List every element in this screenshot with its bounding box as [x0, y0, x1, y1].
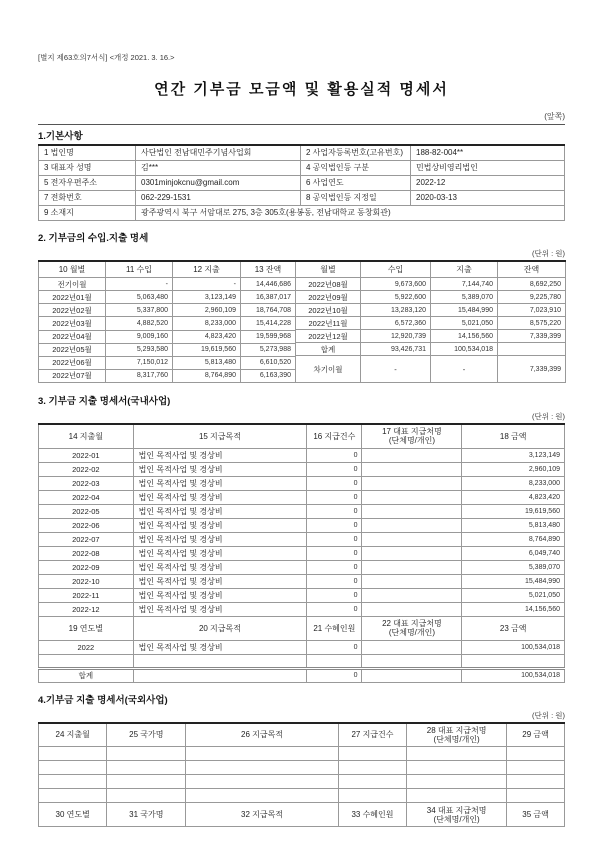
- table-row: [39, 343, 296, 356]
- section1-heading: 1.기본사항: [38, 131, 83, 142]
- table-row: [39, 574, 565, 588]
- month-cell: 2022년08월: [296, 278, 361, 291]
- purpose-cell: [133, 654, 307, 668]
- field-value: 사단법인 전남대민주기념사업회: [136, 145, 301, 160]
- col-header-income: 수입: [361, 261, 431, 278]
- expense-cell: 5,389,070: [431, 291, 498, 304]
- section4-unit-label: (단위 : 원): [532, 710, 565, 720]
- field-value: 민법상비영리법인: [411, 160, 565, 175]
- payee-cell: [362, 546, 462, 560]
- table-row: [39, 668, 565, 682]
- field-label: 3 대표자 성명: [39, 160, 136, 175]
- expense-cell: 7,144,740: [431, 278, 498, 291]
- income-cell: 5,293,580: [106, 343, 173, 356]
- month-cell: 2022-07: [39, 532, 134, 546]
- count-cell: 0: [307, 476, 362, 490]
- month-cell: 2022-06: [39, 518, 134, 532]
- col-header-country: 31 국가명: [107, 803, 186, 827]
- table-row: [39, 747, 565, 761]
- income-cell: 5,337,800: [106, 304, 173, 317]
- purpose-cell: [186, 747, 339, 761]
- purpose-cell: 법인 목적사업 및 경상비: [133, 476, 307, 490]
- payee-cell: [362, 560, 462, 574]
- table-row: [39, 532, 565, 546]
- payee-cell: [407, 747, 507, 761]
- income-expense-tables: [38, 260, 565, 384]
- month-cell: 2022-03: [39, 476, 134, 490]
- income-cell: 7,150,012: [106, 356, 173, 369]
- count-cell: 0: [307, 668, 362, 682]
- payee-cell: [407, 761, 507, 775]
- table-row: [39, 448, 565, 462]
- col-header-expense: 12 지출: [173, 261, 241, 278]
- payee-cell: [362, 532, 462, 546]
- table-row: [296, 304, 566, 317]
- payee-cell: [362, 462, 462, 476]
- month-cell: 2022년11월: [296, 317, 361, 330]
- expense-cell: 5,021,050: [431, 317, 498, 330]
- payee-cell: [362, 518, 462, 532]
- amount-cell: 19,619,560: [462, 504, 565, 518]
- col-header-amount: 23 금액: [462, 616, 565, 640]
- col-header-balance: 잔액: [498, 261, 566, 278]
- month-cell: 2022-04: [39, 490, 134, 504]
- payee-cell: [362, 588, 462, 602]
- amount-cell: 6,049,740: [462, 546, 565, 560]
- table-row: [39, 175, 565, 190]
- table-row: [39, 462, 565, 476]
- purpose-cell: 법인 목적사업 및 경상비: [133, 588, 307, 602]
- balance-cell: 6,163,390: [241, 369, 296, 382]
- month-cell: 2022년12월: [296, 330, 361, 343]
- purpose-cell: 법인 목적사업 및 경상비: [133, 448, 307, 462]
- col-header-purpose: 26 지급목적: [186, 723, 339, 747]
- carryover-income: -: [361, 356, 431, 383]
- purpose-cell: 법인 목적사업 및 경상비: [133, 462, 307, 476]
- carryover-label: 차기이월: [296, 356, 361, 383]
- payee-cell: [407, 789, 507, 803]
- amount-cell: 100,534,018: [462, 640, 565, 654]
- total-income: 93,426,731: [361, 343, 431, 356]
- income-cell: 12,920,739: [361, 330, 431, 343]
- amount-cell: 8,233,000: [462, 476, 565, 490]
- field-value: 0301minjokcnu@gmail.com: [136, 175, 301, 190]
- year-cell: 합계: [39, 668, 134, 682]
- form-code: [별지 제63호의7서식] <개정 2021. 3. 16.>: [38, 53, 175, 62]
- table-row: [39, 145, 565, 160]
- col-header-month: 월별: [296, 261, 361, 278]
- col-header-payee: 17 대표 지급처명 (단체명/개인): [362, 424, 462, 448]
- table-row: [39, 330, 296, 343]
- income-cell: 9,673,600: [361, 278, 431, 291]
- payee-cell: [407, 775, 507, 789]
- amount-cell: [507, 789, 565, 803]
- purpose-cell: 법인 목적사업 및 경상비: [133, 602, 307, 616]
- purpose-cell: 법인 목적사업 및 경상비: [133, 532, 307, 546]
- month-cell: 2022년07월: [39, 369, 106, 382]
- table-row: [39, 160, 565, 175]
- col-header-count: 27 지급건수: [338, 723, 406, 747]
- count-cell: 0: [307, 490, 362, 504]
- header-row: [39, 424, 565, 448]
- balance-cell: 5,273,988: [241, 343, 296, 356]
- table-row: [39, 761, 565, 775]
- col-header-payee: 34 대표 지급처명 (단체명/개인): [407, 803, 507, 827]
- table-row: [296, 291, 566, 304]
- payee-cell: [362, 574, 462, 588]
- payee-cell: [362, 490, 462, 504]
- col-header-purpose: 15 지급목적: [133, 424, 307, 448]
- month-cell: 2022년03월: [39, 317, 106, 330]
- country-cell: [107, 747, 186, 761]
- section2-heading: 2. 기부금의 수입.지출 명세: [38, 232, 149, 244]
- balance-cell: 14,446,686: [241, 278, 296, 291]
- total-balance: [498, 343, 566, 356]
- month-cell: [39, 761, 107, 775]
- table-row: [39, 504, 565, 518]
- income-cell: 5,063,480: [106, 291, 173, 304]
- expense-cell: 15,484,990: [431, 304, 498, 317]
- col-header-payee: 22 대표 지급처명 (단체명/개인): [362, 616, 462, 640]
- field-label: 8 공익법인등 지정일: [301, 190, 411, 205]
- total-label: 합계: [296, 343, 361, 356]
- table-row: [296, 278, 566, 291]
- amount-cell: 5,021,050: [462, 588, 565, 602]
- header-row: [39, 616, 565, 640]
- count-cell: 0: [307, 532, 362, 546]
- count-cell: [338, 775, 406, 789]
- count-cell: [307, 654, 362, 668]
- payee-cell: [362, 668, 462, 682]
- carryover-expense: -: [431, 356, 498, 383]
- amount-cell: 3,123,149: [462, 448, 565, 462]
- field-value: 188-82-004**: [411, 145, 565, 160]
- table-row: [39, 789, 565, 803]
- purpose-cell: 법인 목적사업 및 경상비: [133, 574, 307, 588]
- expense-cell: -: [173, 278, 241, 291]
- count-cell: 0: [307, 560, 362, 574]
- domestic-expense-table: [38, 423, 565, 683]
- amount-cell: 8,764,890: [462, 532, 565, 546]
- count-cell: [338, 761, 406, 775]
- col-header-expense: 지출: [431, 261, 498, 278]
- month-cell: [39, 747, 107, 761]
- amount-cell: 2,960,109: [462, 462, 565, 476]
- col-header-amount: 35 금액: [507, 803, 565, 827]
- amount-cell: 5,389,070: [462, 560, 565, 574]
- col-header-year: 30 연도별: [39, 803, 107, 827]
- purpose-cell: [186, 789, 339, 803]
- purpose-cell: 법인 목적사업 및 경상비: [133, 490, 307, 504]
- section2-unit-label: (단위 : 원): [532, 248, 565, 258]
- table-row: [39, 490, 565, 504]
- header-row: [39, 723, 565, 747]
- table-row: [296, 330, 566, 343]
- table-row: [39, 190, 565, 205]
- purpose-cell: [186, 761, 339, 775]
- balance-cell: 8,692,250: [498, 278, 566, 291]
- month-cell: 2022년05월: [39, 343, 106, 356]
- table-row: [39, 560, 565, 574]
- col-header-amount: 18 금액: [462, 424, 565, 448]
- table-row: [39, 369, 296, 382]
- country-cell: [107, 775, 186, 789]
- payee-cell: [362, 654, 462, 668]
- month-cell: 2022년10월: [296, 304, 361, 317]
- balance-cell: 9,225,780: [498, 291, 566, 304]
- month-cell: 2022년02월: [39, 304, 106, 317]
- col-header-amount: 29 금액: [507, 723, 565, 747]
- col-header-month: 10 월별: [39, 261, 106, 278]
- purpose-cell: [133, 668, 307, 682]
- table-row: [39, 476, 565, 490]
- month-cell: 전기이월: [39, 278, 106, 291]
- month-cell: 2022년06월: [39, 356, 106, 369]
- col-header-purpose: 32 지급목적: [186, 803, 339, 827]
- count-cell: 0: [307, 546, 362, 560]
- basic-info-table: [38, 144, 565, 221]
- table-row: [39, 546, 565, 560]
- col-header-country: 25 국가명: [107, 723, 186, 747]
- amount-cell: [507, 775, 565, 789]
- field-value: 062-229-1531: [136, 190, 301, 205]
- payee-cell: [362, 476, 462, 490]
- count-cell: 0: [307, 462, 362, 476]
- income-cell: 9,009,160: [106, 330, 173, 343]
- table-row: [39, 588, 565, 602]
- col-header-expense-month: 24 지출월: [39, 723, 107, 747]
- year-cell: 2022: [39, 640, 134, 654]
- count-cell: 0: [307, 640, 362, 654]
- expense-cell: 4,823,420: [173, 330, 241, 343]
- section3-unit-label: (단위 : 원): [532, 412, 565, 421]
- table-row: [39, 317, 296, 330]
- year-cell: [39, 654, 134, 668]
- total-expense: 100,534,018: [431, 343, 498, 356]
- front-side-label: (앞쪽): [544, 112, 565, 121]
- amount-cell: 14,156,560: [462, 602, 565, 616]
- month-cell: 2022-01: [39, 448, 134, 462]
- field-label: 4 공익법인등 구분: [301, 160, 411, 175]
- amount-cell: [462, 654, 565, 668]
- month-cell: 2022-08: [39, 546, 134, 560]
- header-row: [296, 261, 566, 278]
- field-label: 1 법인명: [39, 145, 136, 160]
- col-header-year: 19 연도별: [39, 616, 134, 640]
- payee-cell: [362, 504, 462, 518]
- table-row: [39, 205, 565, 220]
- payee-cell: [362, 602, 462, 616]
- field-label: 2 사업자등록번호(고유번호): [301, 145, 411, 160]
- balance-cell: 18,764,708: [241, 304, 296, 317]
- expense-cell: 2,960,109: [173, 304, 241, 317]
- table-row: [296, 317, 566, 330]
- section3-heading: 3. 기부금 지출 명세서(국내사업): [38, 396, 171, 407]
- field-label: 5 전자우편주소: [39, 175, 136, 190]
- field-value: 김***: [136, 160, 301, 175]
- col-header-balance: 13 잔액: [241, 261, 296, 278]
- purpose-cell: [186, 775, 339, 789]
- amount-cell: [507, 761, 565, 775]
- table-row: [39, 654, 565, 668]
- count-cell: 0: [307, 588, 362, 602]
- field-label: 9 소재지: [39, 205, 136, 220]
- balance-cell: 7,339,399: [498, 330, 566, 343]
- expense-cell: 14,156,560: [431, 330, 498, 343]
- income-expense-table-right: [295, 260, 566, 384]
- section4-heading: 4.기부금 지출 명세서(국외사업): [38, 694, 168, 706]
- purpose-cell: 법인 목적사업 및 경상비: [133, 504, 307, 518]
- income-cell: -: [106, 278, 173, 291]
- field-value: 2020-03-13: [411, 190, 565, 205]
- count-cell: 0: [307, 448, 362, 462]
- income-expense-table-left: [38, 260, 296, 384]
- month-cell: 2022년04월: [39, 330, 106, 343]
- table-row: [39, 278, 296, 291]
- month-cell: 2022-05: [39, 504, 134, 518]
- month-cell: 2022-02: [39, 462, 134, 476]
- balance-cell: 15,414,228: [241, 317, 296, 330]
- col-header-count: 16 지급건수: [307, 424, 362, 448]
- income-cell: 6,572,360: [361, 317, 431, 330]
- table-row: [39, 640, 565, 654]
- income-cell: 5,922,600: [361, 291, 431, 304]
- country-cell: [107, 789, 186, 803]
- balance-cell: 19,599,968: [241, 330, 296, 343]
- amount-cell: [507, 747, 565, 761]
- income-cell: 8,317,760: [106, 369, 173, 382]
- header-row: [39, 803, 565, 827]
- field-value: 광주광역시 북구 서암대로 275, 3층 305호(용봉동, 전남대학교 동창회관): [136, 205, 565, 220]
- count-cell: 0: [307, 602, 362, 616]
- amount-cell: 100,534,018: [462, 668, 565, 682]
- expense-cell: 3,123,149: [173, 291, 241, 304]
- purpose-cell: 법인 목적사업 및 경상비: [133, 640, 307, 654]
- field-label: 6 사업연도: [301, 175, 411, 190]
- purpose-cell: 법인 목적사업 및 경상비: [133, 546, 307, 560]
- country-cell: [107, 761, 186, 775]
- overseas-expense-table: [38, 722, 565, 828]
- month-cell: 2022-11: [39, 588, 134, 602]
- count-cell: [338, 789, 406, 803]
- payee-cell: [362, 448, 462, 462]
- expense-cell: 5,813,480: [173, 356, 241, 369]
- table-row: [39, 775, 565, 789]
- amount-cell: 4,823,420: [462, 490, 565, 504]
- income-cell: 4,882,520: [106, 317, 173, 330]
- purpose-cell: 법인 목적사업 및 경상비: [133, 518, 307, 532]
- table-row: [39, 602, 565, 616]
- month-cell: 2022-09: [39, 560, 134, 574]
- col-header-expense-month: 14 지출월: [39, 424, 134, 448]
- balance-cell: 7,023,910: [498, 304, 566, 317]
- col-header-purpose: 20 지급목적: [133, 616, 307, 640]
- payee-cell: [362, 640, 462, 654]
- month-cell: 2022년09월: [296, 291, 361, 304]
- month-cell: 2022-12: [39, 602, 134, 616]
- count-cell: 0: [307, 574, 362, 588]
- month-cell: 2022년01월: [39, 291, 106, 304]
- table-row: [39, 356, 296, 369]
- month-cell: [39, 789, 107, 803]
- balance-cell: 8,575,220: [498, 317, 566, 330]
- carryover-row: [296, 356, 566, 383]
- count-cell: [338, 747, 406, 761]
- month-cell: 2022-10: [39, 574, 134, 588]
- expense-cell: 8,764,890: [173, 369, 241, 382]
- table-row: [39, 291, 296, 304]
- purpose-cell: 법인 목적사업 및 경상비: [133, 560, 307, 574]
- expense-cell: 8,233,000: [173, 317, 241, 330]
- col-header-beneficiaries: 21 수혜인원: [307, 616, 362, 640]
- balance-cell: 16,387,017: [241, 291, 296, 304]
- total-row: [296, 343, 566, 356]
- expense-cell: 19,619,560: [173, 343, 241, 356]
- amount-cell: 5,813,480: [462, 518, 565, 532]
- field-value: 2022-12: [411, 175, 565, 190]
- header-row: [39, 261, 296, 278]
- table-row: [39, 518, 565, 532]
- count-cell: 0: [307, 504, 362, 518]
- col-header-payee: 28 대표 지급처명 (단체명/개인): [407, 723, 507, 747]
- col-header-beneficiaries: 33 수혜인원: [338, 803, 406, 827]
- income-cell: 13,283,120: [361, 304, 431, 317]
- col-header-income: 11 수입: [106, 261, 173, 278]
- count-cell: 0: [307, 518, 362, 532]
- field-label: 7 전화번호: [39, 190, 136, 205]
- month-cell: [39, 775, 107, 789]
- page-title: 연간 기부금 모금액 및 활용실적 명세서: [154, 81, 449, 98]
- carryover-balance: 7,339,399: [498, 356, 566, 383]
- amount-cell: 15,484,990: [462, 574, 565, 588]
- balance-cell: 6,610,520: [241, 356, 296, 369]
- table-row: [39, 304, 296, 317]
